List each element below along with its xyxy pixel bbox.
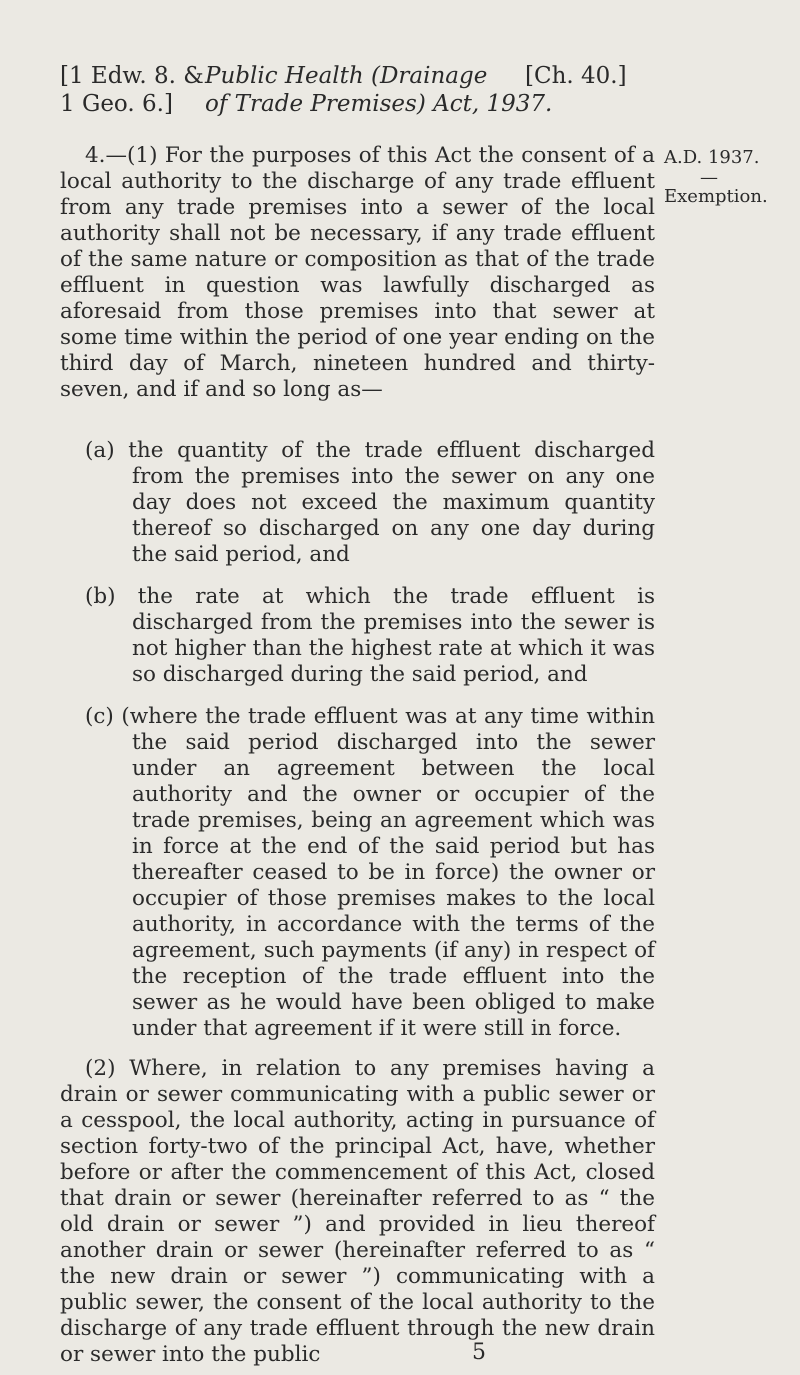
margin-dash: — bbox=[700, 167, 718, 188]
header-title-line1-text: Public Health (Drainage bbox=[205, 63, 488, 89]
header-regnal-line2: 1 Geo. 6.] bbox=[60, 91, 173, 117]
spacer bbox=[60, 1042, 655, 1056]
section-body bbox=[60, 143, 655, 1368]
spacer bbox=[85, 688, 655, 704]
header-title-line2 bbox=[205, 90, 552, 118]
section-4-subsection-2: (2) Where, in relation to any premises having a drain or sewer communicating with a public sewer or a cesspool, the local authority, acting in pursuance of section forty-two of the principal Act, have, whether before or after the commencement of this Act, closed that drain or sewer (hereinafter referred to as “ the old drain or sewer ”) and provided in lieu thereof another drain or sewer (hereinafter referred to as “ the new drain or sewer ”) communicating with a public sewer, the consent of the local authority to the discharge of any trade effluent through the new drain or sewer into the public bbox=[60, 1056, 655, 1367]
section-4-subsection-1: 4.—(1) For the purposes of this Act the consent of a local authority to the discharge of any trade effluent from any trade premises into a sewer of the local authority shall not be necessary, if any trade effluent of the same nature or composition as that of the trade effluent in question was lawfully discharged as aforesaid from those premises into that sewer at some time within the period of one year ending on the third day of March, nineteen hundred and thirty-seven, and if and so long as— bbox=[60, 143, 655, 402]
page-number: 5 bbox=[472, 1340, 486, 1365]
item-b: (b) the rate at which the trade effluent is discharged from the premises into the sewer is not higher than the highest rate at which it was so discharged during the said period, and bbox=[85, 584, 655, 687]
item-list bbox=[60, 438, 655, 1042]
item-c: (c) (where the trade effluent was at any time within the said period discharged into the sewer under an agreement between the local authority and the owner or occupier of the trade premises, being an agreement which was in force at the end of the said period but has thereafter ceased to be in force) the owner or occupier of those premises makes to the local authority, in accordance with the terms of the agreement, such payments (if any) in respect of the reception of the trade effluent into the sewer as he would have been obliged to make under that agreement if it were still in force. bbox=[85, 704, 655, 1041]
spacer bbox=[85, 568, 655, 584]
margin-exemption-note: Exemption. bbox=[664, 186, 768, 207]
header-title-line2-text: of Trade Premises) Act, 1937. bbox=[205, 91, 553, 117]
header-chapter: [Ch. 40.] bbox=[525, 63, 627, 89]
spacer bbox=[60, 403, 655, 438]
header-title-line1 bbox=[205, 62, 487, 90]
margin-year: A.D. 1937. bbox=[664, 147, 760, 168]
item-a: (a) the quantity of the trade effluent discharged from the premises into the sewer on any one day does not exceed the maximum quantity thereof so discharged on any one day during the said period, and bbox=[85, 438, 655, 567]
header-regnal-line1: [1 Edw. 8. & bbox=[60, 63, 204, 89]
